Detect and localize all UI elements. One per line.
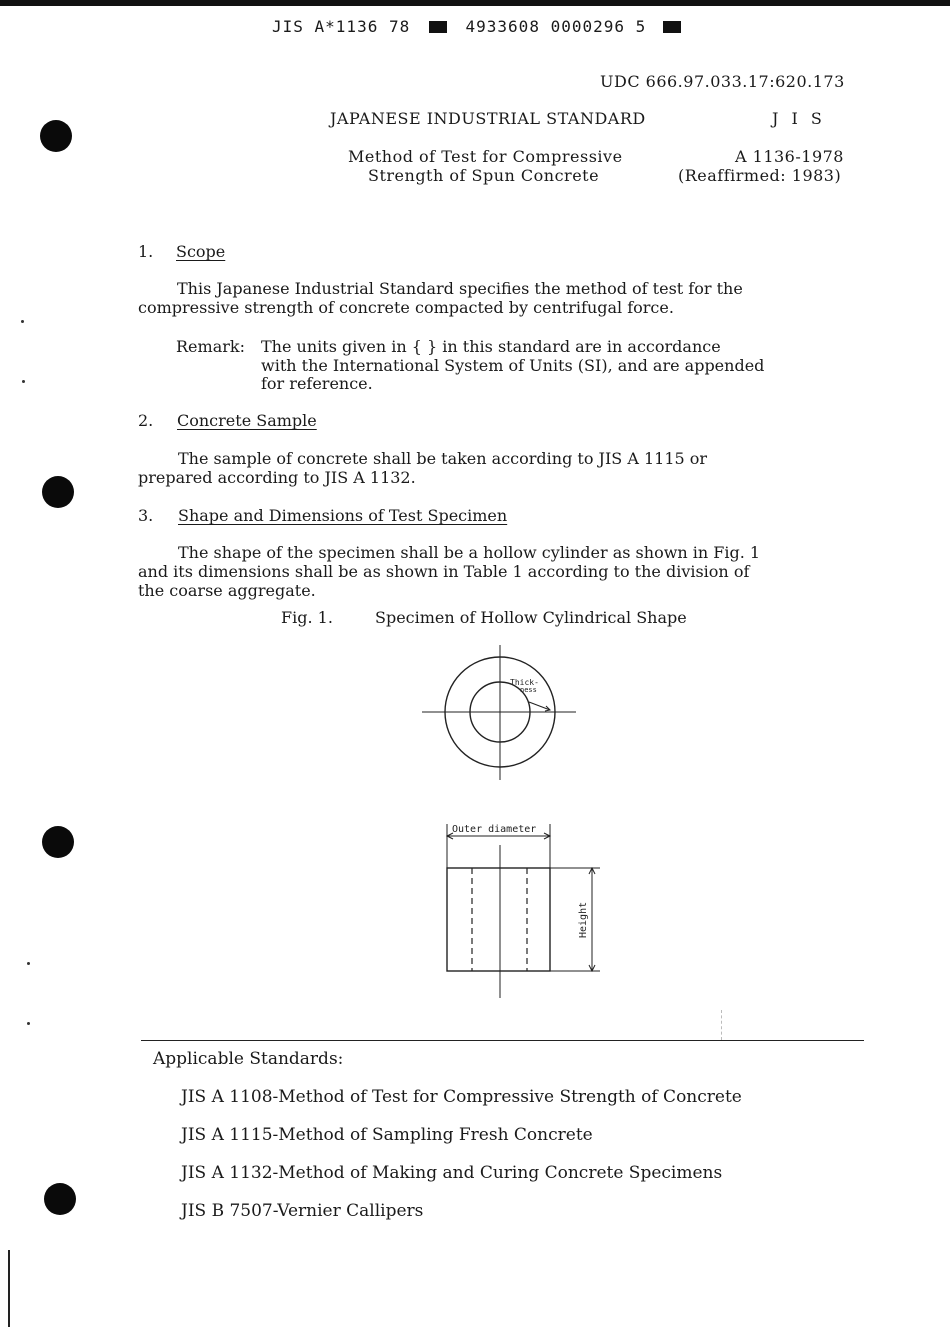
doc-number: A 1136-1978	[735, 147, 844, 166]
speck	[22, 380, 25, 383]
top-edge-bar	[0, 0, 950, 6]
thickness-arrow	[529, 702, 550, 710]
doc-title-line1: Method of Test for Compressive	[348, 147, 623, 166]
section-3-text-line3: the coarse aggregate.	[138, 581, 316, 600]
remark-line3: for reference.	[261, 374, 373, 393]
thickness-label-line2: ness	[520, 686, 537, 694]
section-2-text-line2: prepared according to JIS A 1132.	[138, 468, 416, 487]
punch-hole-3	[42, 826, 74, 858]
applicable-standard-item: JIS B 7507-Vernier Callipers	[181, 1201, 424, 1221]
applicable-standard-item: JIS A 1108-Method of Test for Compressive Strength of Concrete	[181, 1087, 742, 1107]
stamp-block-icon	[663, 21, 681, 33]
doc-title-line2: Strength of Spun Concrete	[368, 166, 600, 185]
speck	[27, 1022, 30, 1025]
punch-hole-2	[42, 476, 74, 508]
applicable-standard-item: JIS A 1115-Method of Sampling Fresh Concrete	[181, 1125, 593, 1145]
speck	[27, 962, 30, 965]
punch-hole-1	[40, 120, 72, 152]
remark-line2: with the International System of Units (SI), and are appended	[261, 356, 765, 375]
jis-mark: J I S	[772, 109, 826, 128]
udc-code: UDC 666.97.033.17:620.173	[600, 72, 845, 91]
section-2-number: 2.	[138, 411, 154, 430]
remark-label: Remark:	[176, 337, 245, 356]
section-3-title: Shape and Dimensions of Test Specimen	[178, 506, 508, 525]
section-3-text-line2: and its dimensions shall be as shown in Table 1 according to the division of	[138, 562, 750, 581]
remark-line1: The units given in { } in this standard are in accordance	[261, 337, 721, 356]
doc-reaffirmed: (Reaffirmed: 1983)	[678, 166, 842, 185]
section-1-text-line2: compressive strength of concrete compacted by centrifugal force.	[138, 298, 674, 317]
org-name: JAPANESE INDUSTRIAL STANDARD	[330, 109, 646, 128]
section-2-title: Concrete Sample	[177, 411, 317, 430]
outer-diameter-label: Outer diameter	[452, 824, 537, 835]
stamp-left: JIS A*1136 78	[272, 17, 411, 36]
speck	[21, 320, 24, 323]
section-3-text-line1: The shape of the specimen shall be a hollow cylinder as shown in Fig. 1	[178, 543, 761, 562]
section-1-number: 1.	[138, 242, 154, 261]
stamp-block-icon	[429, 21, 447, 33]
stamp-line	[272, 17, 681, 36]
cylinder-outline	[447, 868, 550, 971]
punch-hole-4	[44, 1183, 76, 1215]
scan-artifact-line	[721, 1010, 722, 1040]
section-3-number: 3.	[138, 506, 154, 525]
hollow-cylinder-figure	[400, 640, 640, 1010]
scan-edge-line	[8, 1250, 10, 1327]
applicable-standard-item: JIS A 1132-Method of Making and Curing Concrete Specimens	[181, 1163, 723, 1183]
section-1-title: Scope	[176, 242, 226, 261]
section-1-text-line1: This Japanese Industrial Standard specifies the method of test for the	[177, 279, 743, 298]
thickness-label-line1: Thick-	[510, 678, 539, 687]
section-2-text-line1: The sample of concrete shall be taken according to JIS A 1115 or	[178, 449, 708, 468]
figure-label: Fig. 1.	[281, 608, 333, 627]
top-view	[422, 645, 576, 780]
height-label: Height	[578, 901, 589, 938]
applicable-standards-title: Applicable Standards:	[153, 1049, 344, 1069]
stamp-right: 4933608 0000296 5	[465, 17, 647, 36]
footer-rule	[141, 1040, 864, 1041]
figure-caption: Specimen of Hollow Cylindrical Shape	[375, 608, 687, 627]
